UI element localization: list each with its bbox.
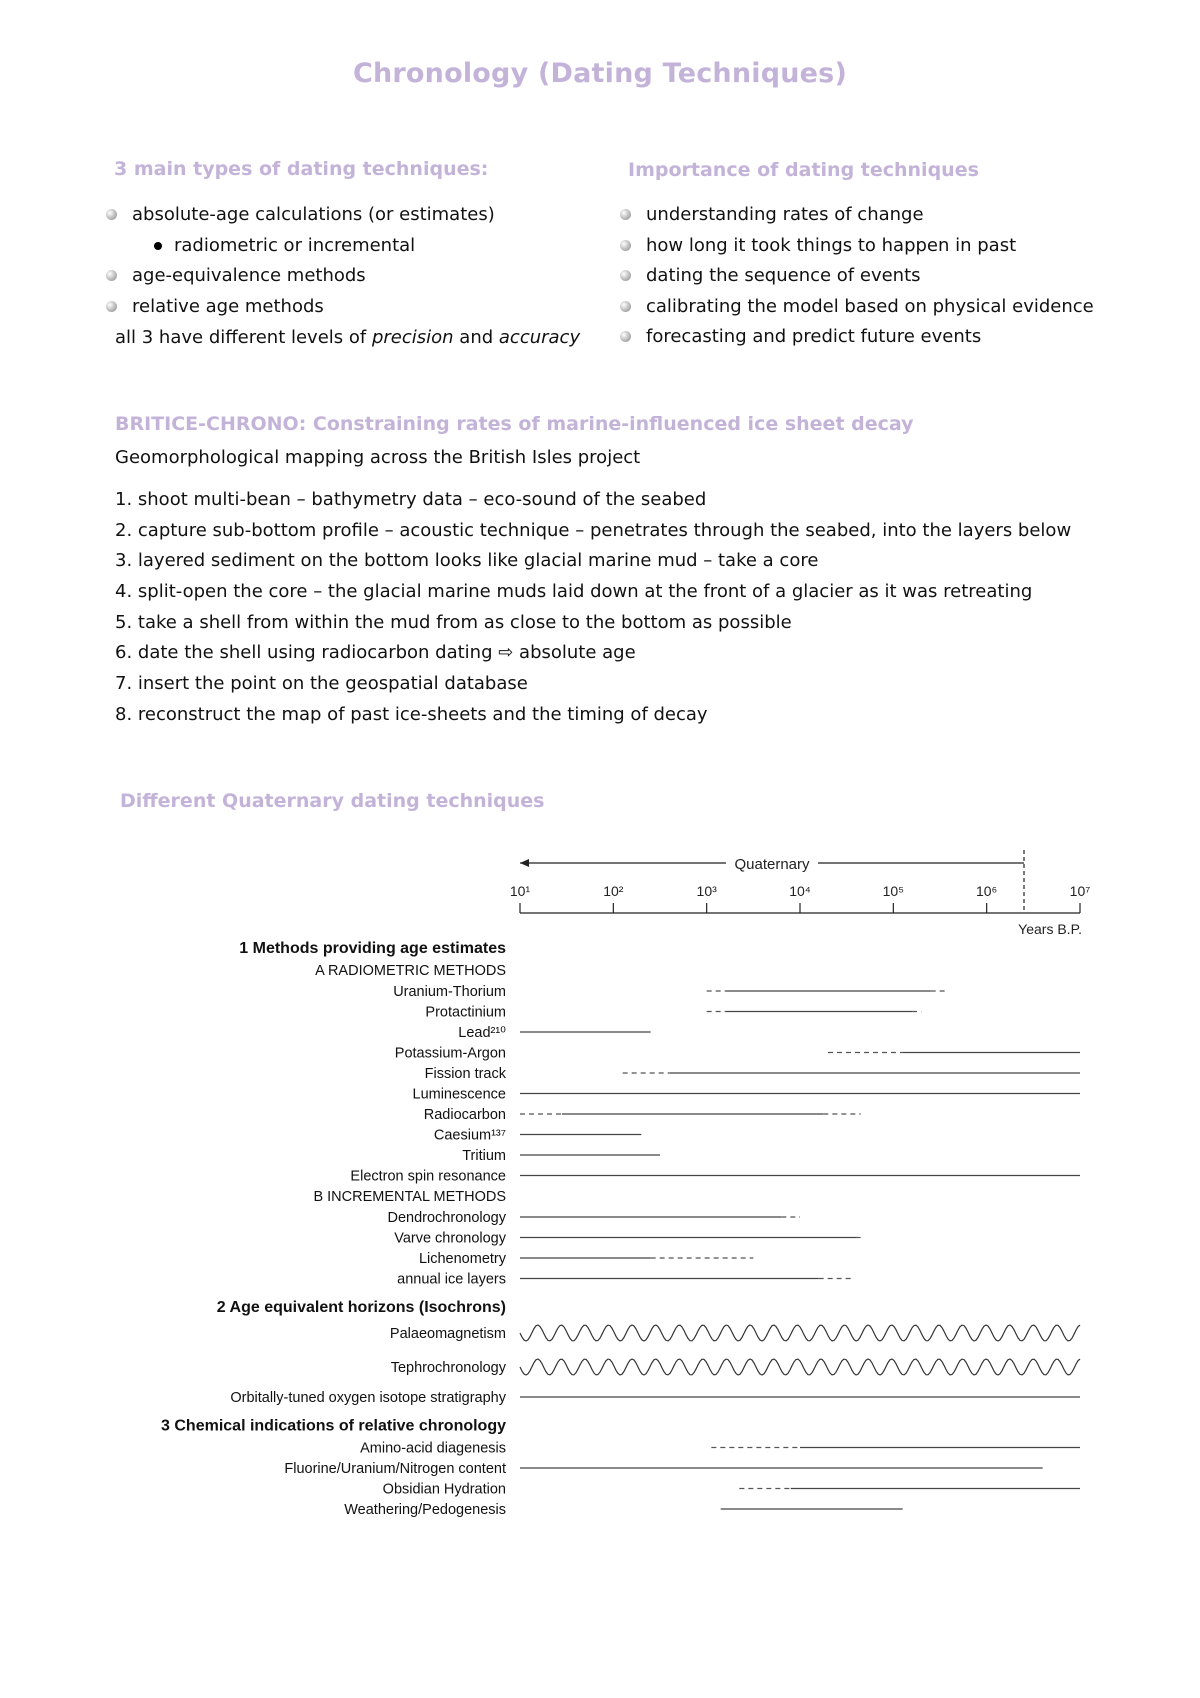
method-label: Lichenometry: [418, 1251, 506, 1267]
precision-note: all 3 have different levels of precision and accuracy: [115, 327, 581, 348]
group-heading: B INCREMENTAL METHODS: [313, 1189, 506, 1205]
method-label: Weathering/Pedogenesis: [344, 1502, 506, 1518]
method-label: Luminescence: [412, 1086, 506, 1103]
section-heading: 2 Age equivalent horizons (Isochrons): [216, 1299, 506, 1316]
axis-tick-label: 10²: [603, 883, 624, 899]
page-title: Chronology (Dating Techniques): [352, 58, 847, 89]
bullet-icon: [106, 209, 117, 220]
step-item: 1. shoot multi-bean – bathymetry data – eco-sound of the seabed: [115, 489, 707, 510]
axis-tick-label: 10⁵: [882, 883, 905, 899]
method-label: Tephrochronology: [390, 1360, 506, 1376]
method-label: Radiocarbon: [423, 1107, 506, 1123]
axis-tick-label: 10³: [696, 883, 717, 899]
steps-list: [115, 485, 1071, 731]
quaternary-arrow-head: [520, 859, 529, 867]
method-label: Protactinium: [425, 1004, 506, 1021]
method-label: Varve chronology: [394, 1230, 506, 1247]
method-label: Dendrochronology: [387, 1210, 506, 1226]
method-label: Lead²¹⁰: [458, 1025, 506, 1041]
axis-tick-label: 10⁶: [975, 883, 998, 899]
project-title: Geomorphological mapping across the British Isles project: [115, 447, 641, 468]
list-item: calibrating the model based on physical evidence: [618, 292, 1094, 323]
method-label: Obsidian Hydration: [382, 1481, 506, 1498]
bullet-icon: [620, 209, 631, 220]
list-item: forecasting and predict future events: [618, 322, 1094, 353]
bullet-icon: [620, 240, 631, 251]
types-heading: 3 main types of dating techniques:: [114, 158, 489, 180]
importance-list: [618, 200, 1094, 353]
method-label: Fluorine/Uranium/Nitrogen content: [284, 1461, 506, 1477]
list-item: dating the sequence of events: [618, 261, 1094, 292]
method-label: Palaeomagnetism: [389, 1326, 506, 1342]
method-label: Fission track: [424, 1066, 506, 1082]
wave-range-mark: [520, 1359, 1080, 1375]
method-label: Tritium: [462, 1148, 506, 1164]
method-label: Potassium-Argon: [394, 1045, 506, 1062]
step-item: 6. date the shell using radiocarbon dating ⇨ absolute age: [115, 642, 636, 664]
list-item: relative age methods: [104, 292, 495, 323]
bullet-icon: [106, 270, 117, 281]
dating-techniques-chart: [0, 830, 1200, 1550]
bullet-icon: [620, 270, 631, 281]
method-label: annual ice layers: [397, 1271, 506, 1288]
list-item: understanding rates of change: [618, 200, 1094, 231]
section-heading: 3 Chemical indications of relative chronology: [161, 1417, 506, 1435]
list-item: how long it took things to happen in past: [618, 231, 1094, 262]
group-heading: A RADIOMETRIC METHODS: [315, 963, 506, 979]
step-item: 7. insert the point on the geospatial database: [115, 673, 528, 695]
step-item: 8. reconstruct the map of past ice-sheets and the timing of decay: [115, 703, 708, 725]
importance-heading: Importance of dating techniques: [628, 159, 979, 181]
method-label: Orbitally-tuned oxygen isotope stratigraphy: [230, 1390, 506, 1406]
list-item: absolute-age calculations (or estimates): [104, 200, 495, 231]
list-item: radiometric or incremental: [104, 231, 495, 262]
step-item: 4. split-open the core – the glacial marine muds laid down at the front of a glacier as it was retreating: [115, 581, 1033, 603]
bullet-icon: [620, 331, 631, 342]
method-label: Caesium¹³⁷: [433, 1127, 506, 1144]
axis-tick-label: 10⁴: [789, 883, 811, 899]
method-label: Amino-acid diagenesis: [360, 1440, 506, 1457]
bullet-icon: [620, 301, 631, 312]
step-item: 2. capture sub-bottom profile – acoustic technique – penetrates through the seabed, into the layers below: [115, 519, 1072, 541]
list-item: age-equivalence methods: [104, 261, 495, 292]
britice-heading: BRITICE-CHRONO: Constraining rates of marine-influenced ice sheet decay: [115, 413, 914, 435]
method-label: Electron spin resonance: [350, 1168, 506, 1185]
axis-tick-label: 10¹: [509, 883, 531, 899]
axis-tick-label: 10⁷: [1069, 883, 1091, 899]
quaternary-heading: Different Quaternary dating techniques: [120, 790, 545, 812]
wave-range-mark: [520, 1325, 1080, 1341]
section-heading: 1 Methods providing age estimates: [239, 940, 506, 957]
bullet-icon: [154, 242, 162, 250]
quaternary-label: Quaternary: [734, 856, 810, 873]
axis-unit-label: Years B.P.: [1018, 921, 1082, 937]
types-list: [104, 200, 495, 322]
step-item: 5. take a shell from within the mud from as close to the bottom as possible: [115, 611, 792, 633]
step-item: 3. layered sediment on the bottom looks like glacial marine mud – take a core: [115, 550, 819, 572]
bullet-icon: [106, 301, 117, 312]
method-label: Uranium-Thorium: [393, 984, 506, 1000]
